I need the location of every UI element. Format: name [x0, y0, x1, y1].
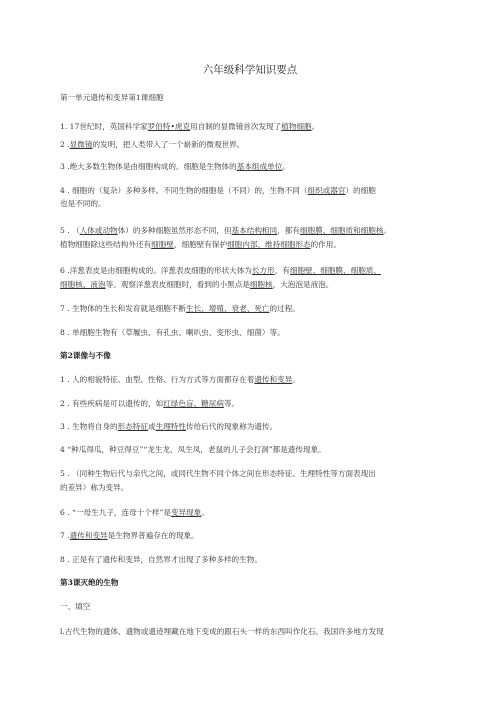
item-3-1: l.古代生物的遗体、遗物或遗迹埋藏在地下变成的跟石头一样的东西叫作化石。我国许多地方发现 [60, 627, 384, 636]
item-2-8: 8 . 正是有了遗传和变异，自然界才出现了多种多样的生物。 [60, 555, 262, 564]
lesson2-heading: 第2课像与不像 [60, 351, 111, 360]
page-title: 六年级科学知识要点 [202, 64, 298, 76]
item-1-8: 8 . 单细胞生物有（草履虫、有孔虫、喇叭虫、变形虫、细菌）等。 [60, 328, 285, 337]
item-1-3: 3 .绝大多数生物体是由细胞构成的。细胞是生物体的基本组成单位。 [60, 162, 290, 171]
item-1-4: 4 . 细胞的（复杂）多种多样。不同生物的细胞是（不同）的，生物不同（组织或器官）的细胞 [60, 186, 376, 195]
unit1-heading: 第一单元遗传和变异第1课细胞 [60, 93, 164, 102]
item-2-5: 5 . （同种生物后代与亲代之间，或同代生物不同个体之间在形态特征、生理特性等方面表现出 [60, 469, 376, 478]
item-2-3: 3 . 生物将自身的形态特征或生理特性传给后代的现象称为遗传。 [60, 422, 278, 431]
fill-heading: 一、填空 [60, 602, 91, 611]
item-1-7: 7 . 生物体的生长和发育就是细胞不断生长、增殖、衰老、死亡的过程。 [60, 304, 300, 313]
item-2-6: 6 . “一母生九子，连母十个样”是变异现象。 [60, 508, 209, 517]
item-1-5: 5 . （人体或动物体）的多种细胞虽然形态不同，但基本结构相同，都有细胞膜、细胞质和细胞核。 [60, 226, 392, 235]
item-2-1: 1 . 人的相貌特征、血型、性格、行为方式等方面都存在着遗传和变异。 [60, 375, 300, 384]
item-2-4: 4 “种瓜得瓜，种豆得豆”“龙生龙，凤生凤，老鼠的儿子会打洞”都是遗传现象。 [60, 445, 326, 454]
item-2-7: 7 .遗传和变异是生物界普遍存在的现象。 [60, 531, 199, 540]
item-1-1: 1. 17世纪时，英国科学家罗伯特•虎克用自制的显微镜首次发现了植物细胞。 [60, 122, 320, 131]
item-1-5-cont: 植物细胞除这些结构外还有细胞壁，细胞壁有保护细胞内部、维持细胞形态的作用。 [60, 240, 341, 249]
item-1-6-cont: 细胞核、液泡等。观察洋葱表皮细胞时，看到的小黑点是细胞核，大泡泡是液泡。 [60, 280, 334, 289]
item-1-4-cont: 也是不同的。 [60, 199, 106, 208]
lesson3-heading: 第3课灭绝的生物 [60, 578, 119, 587]
item-2-2: 2 . 有些疾病是可以遗传的，如红绿色盲、糖尿病等。 [60, 399, 240, 408]
item-1-2: 2 .显微镜的发明，把人类带入了一个崭新的微观世界。 [60, 140, 245, 149]
item-1-6: 6 .洋葱表皮是由细胞构成的。洋葱表皮细胞的形状大体为长方形，有细胞壁、细胞膜、细胞质、 [60, 266, 381, 275]
item-2-5-cont: 的差异）称为变异。 [60, 483, 129, 492]
